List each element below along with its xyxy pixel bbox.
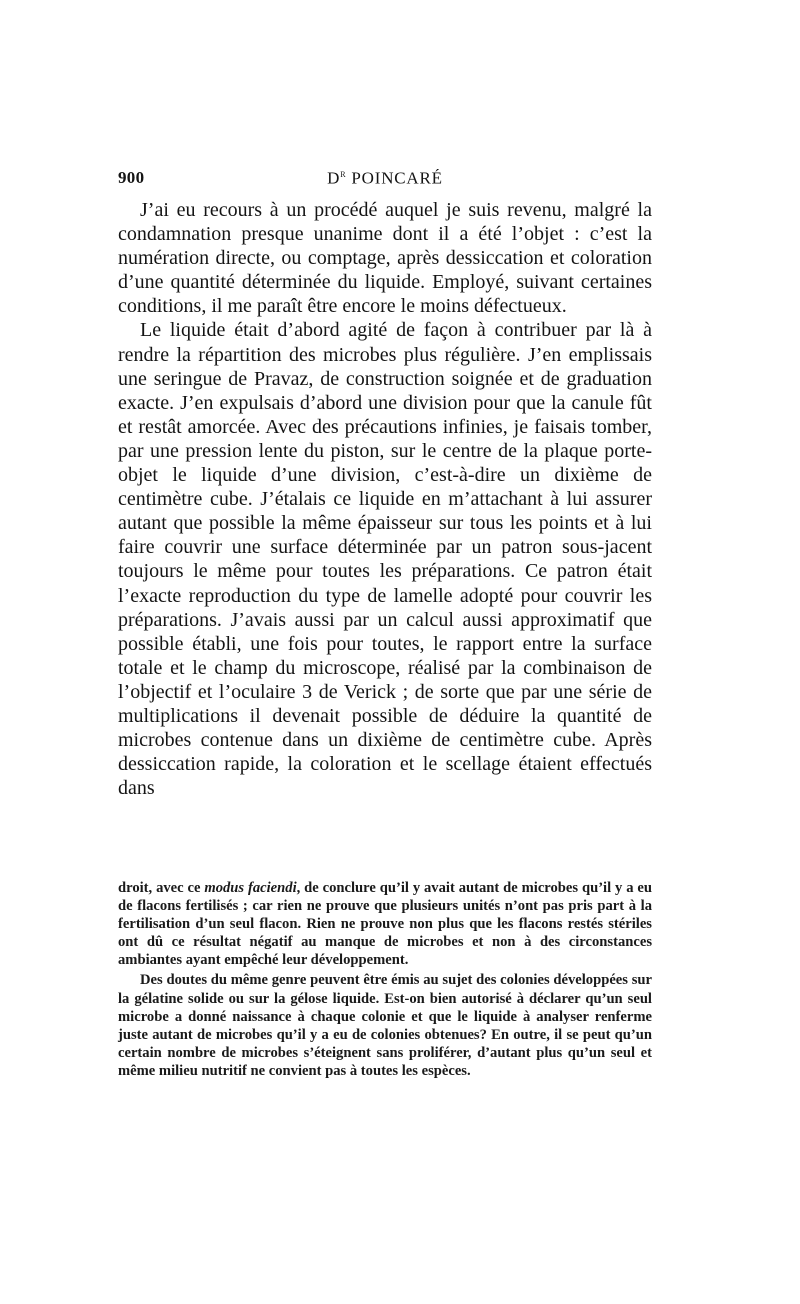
main-text xyxy=(118,198,652,800)
footnote-1 xyxy=(118,879,652,969)
footnote-1-italic: modus faciendi xyxy=(204,880,297,896)
footnote-2: Des doutes du même genre peuvent être émis au sujet des colonies développées sur la gélatine solide ou sur la gélose liquide. Est-on bien autorisé à déclarer qu’un seul microbe a donné naissance à chaque colonie et que le liquide à analyser renferme juste autant de microbes qu’il y a eu de colonies obtenues? En outre, il se peut qu’un certain nombre de microbes s’éteignent sans proliférer, d’autant plus qu’un seul et même milieu nutritif ne convient pas à toutes les espèces. xyxy=(118,972,652,1079)
page-header xyxy=(118,168,652,192)
running-head-name: POINCARÉ xyxy=(351,168,443,188)
footnote-1-before: droit, avec ce xyxy=(118,880,205,896)
paragraph-2: Le liquide était d’abord agité de façon à contribuer par là à rendre la répartition des microbes plus régulière. J’en emplissais une seringue de Pravaz, de construction soignée et de graduation exacte. J’en expulsais d’abord une division pour que la canule fût et restât amorcée. Avec des précautions infinies, je faisais tomber, par une pression lente du piston, sur le centre de la plaque porte-objet le liquide d’une division, c’est-à-dire un dixième de centimètre cube. J’étalais ce liquide en m’attachant à lui assurer autant que possible la même épaisseur sur tous les points et à lui faire couvrir une surface déterminée par un patron sous-jacent toujours le même pour toutes les préparations. Ce patron était l’exacte reproduction du type de lamelle adopté pour couvrir les préparations. J’avais aussi par un calcul aussi approximatif que possible établi, une fois pour toutes, le rapport entre la surface totale et le champ du microscope, réalisé par la combinaison de l’objectif et l’oculaire 3 de Verick ; de sorte que par une série de multiplications il devenait possible de déduire la quantité de microbes contenue dans un dixième de centimètre cube. Après dessiccation rapide, la coloration et le scellage étaient effectués dans xyxy=(118,319,652,800)
running-head-prefix: D xyxy=(327,168,341,188)
footnotes xyxy=(118,879,652,1080)
footnote-1-after: , de conclure qu’il y avait autant de microbes qu’il y a eu de flacons fertilisés ; car rien ne prouve que plusieurs unités n’ont pas pris part à la fertilisation d’un seul flacon. Rien ne prouve non plus que les flacons restés stériles ont dû ce résultat négatif au manque de microbes et non à des circonstances ambiantes ayant empêché leur développement. xyxy=(118,880,653,969)
running-head xyxy=(118,168,652,189)
page-number: 900 xyxy=(118,168,145,187)
paragraph-1: J’ai eu recours à un procédé auquel je suis revenu, malgré la condamnation presque unanime dont il a été l’objet : c’est la numération directe, ou comptage, après dessiccation et coloration d’une quantité déterminée du liquide. Employé, suivant certaines conditions, il me paraît être encore le moins défectueux. xyxy=(118,199,652,318)
running-head-sup: r xyxy=(340,168,347,180)
